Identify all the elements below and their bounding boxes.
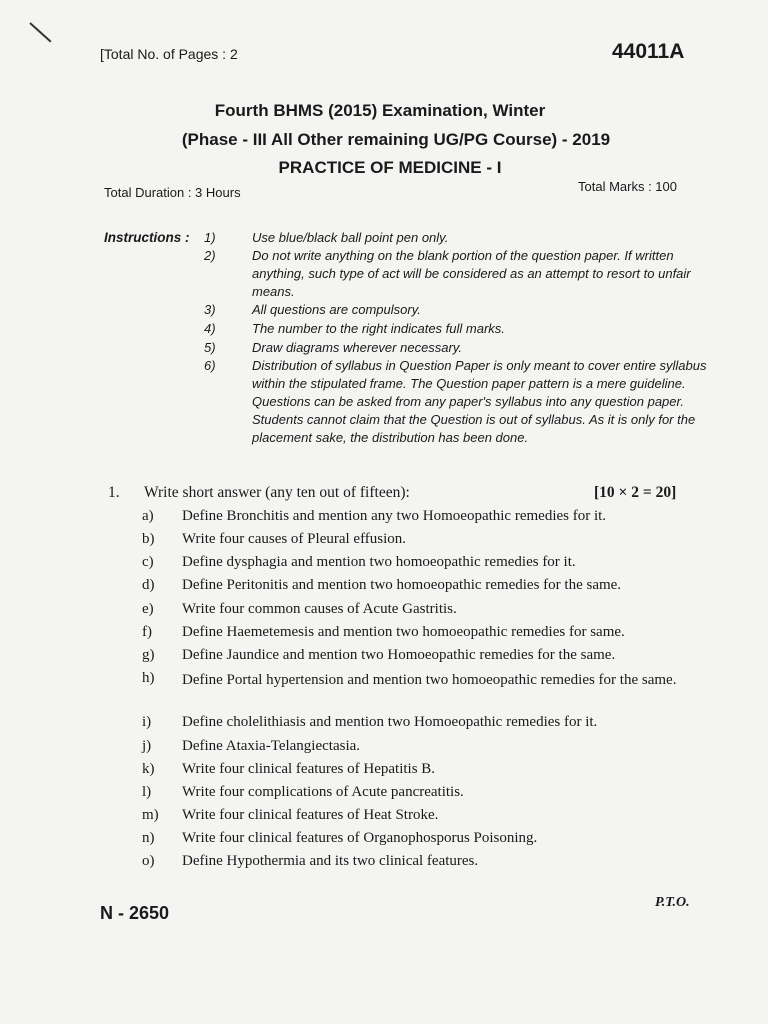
pen-mark (29, 22, 51, 42)
sub-question-text: Define Hypothermia and its two clinical features. (182, 853, 479, 869)
instruction-number: 4) (204, 321, 216, 336)
question-marks: [10 × 2 = 20] (594, 484, 677, 501)
total-marks: Total Marks : 100 (578, 179, 677, 194)
sub-question-label: d) (142, 577, 155, 593)
instruction-number: 6) (204, 358, 216, 373)
sub-question-label: a) (142, 508, 154, 524)
sub-question-label: i) (142, 714, 152, 730)
sub-question-text: Define cholelithiasis and mention two Homoeopathic remedies for it. (182, 714, 598, 730)
phase-title: (Phase - III All Other remaining UG/PG Course) - 2019 (181, 130, 611, 149)
sub-question-label: e) (142, 601, 154, 617)
sub-question-text: Write four causes of Pleural effusion. (182, 531, 407, 547)
sub-question-label: h) (142, 670, 155, 686)
sub-question-text: Write four clinical features of Organophosporus Poisoning. (182, 830, 538, 846)
instruction-text: Do not write anything on the blank portion of the question paper. If written anything, such type of act will be considered as an attempt to resort to unfair means. (252, 248, 691, 299)
question-text: Write short answer (any ten out of fifteen): (144, 484, 410, 501)
sub-question-label: j) (142, 738, 152, 754)
sub-question-text: Define Peritonitis and mention two homoeopathic remedies for the same. (182, 577, 622, 593)
sub-question-label: n) (142, 830, 155, 846)
sub-question-label: o) (142, 853, 155, 869)
sub-question-text: Define Portal hypertension and mention two homoeopathic remedies for the same. (182, 672, 677, 688)
sub-question-label: g) (142, 647, 155, 663)
sub-question-text: Define Bronchitis and mention any two Homoeopathic remedies for it. (182, 508, 607, 524)
sub-question-label: m) (142, 807, 159, 823)
instructions-label: Instructions : (104, 230, 190, 245)
pto-label: P.T.O. (655, 895, 690, 910)
instruction-text: Distribution of syllabus in Question Paper is only meant to cover entire syllabus within the stipulated frame. The Question paper pattern is a mere guideline. Questions can be asked from any paper's syllabus into any question paper. Students cannot claim that the Question is out of syllabus. As it is only for the placement sake, the distribution has been done. (252, 358, 707, 445)
instruction-number: 2) (204, 248, 216, 263)
paper-code: 44011A (612, 40, 685, 63)
sub-question-text: Write four common causes of Acute Gastritis. (182, 601, 457, 617)
page-code: N - 2650 (100, 903, 170, 923)
total-pages: [Total No. of Pages : 2 (100, 46, 238, 62)
sub-question-text: Define Haemetemesis and mention two homoeopathic remedies for same. (182, 624, 625, 640)
subject-title: PRACTICE OF MEDICINE - I (278, 158, 502, 177)
sub-question-label: f) (142, 624, 152, 640)
instruction-number: 5) (204, 340, 216, 355)
sub-question-label: k) (142, 761, 155, 777)
sub-question-text: Define Jaundice and mention two Homoeopathic remedies for the same. (182, 647, 616, 663)
sub-question-text: Write four clinical features of Heat Stroke. (182, 807, 439, 823)
instruction-text: All questions are compulsory. (252, 302, 421, 317)
sub-question-text: Write four complications of Acute pancreatitis. (182, 784, 464, 800)
sub-question-text: Define Ataxia-Telangiectasia. (182, 738, 361, 754)
sub-question-label: l) (142, 784, 152, 800)
instruction-text: The number to the right indicates full marks. (252, 321, 505, 336)
exam-title: Fourth BHMS (2015) Examination, Winter (214, 101, 546, 120)
total-duration: Total Duration : 3 Hours (104, 185, 241, 200)
instruction-number: 3) (204, 302, 216, 317)
instruction-text: Draw diagrams wherever necessary. (252, 340, 462, 355)
sub-question-text: Define dysphagia and mention two homoeopathic remedies for it. (182, 554, 576, 570)
sub-question-text: Write four clinical features of Hepatitis B. (182, 761, 436, 777)
instruction-text: Use blue/black ball point pen only. (252, 230, 449, 245)
question-number: 1. (108, 484, 120, 501)
instruction-number: 1) (204, 230, 216, 245)
sub-question-label: c) (142, 554, 154, 570)
sub-question-label: b) (142, 531, 155, 547)
